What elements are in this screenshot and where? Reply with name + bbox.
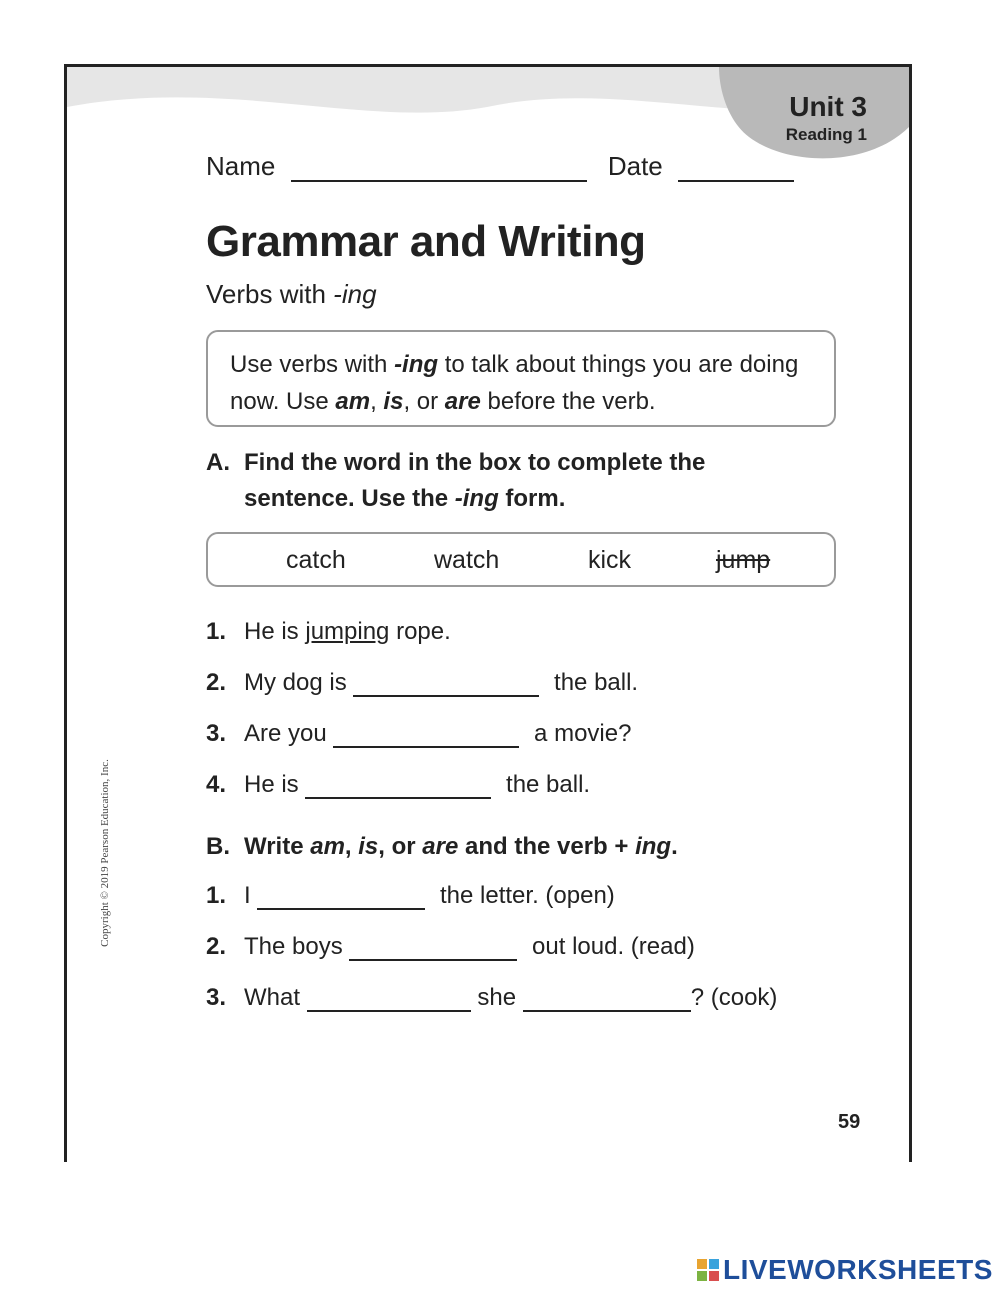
- liveworksheets-brand[interactable]: [697, 1254, 993, 1286]
- worksheet-page: [64, 64, 912, 1162]
- question-text: I: [244, 882, 258, 909]
- subtitle-text: Verbs with: [206, 279, 334, 309]
- question-number: 4.: [206, 771, 227, 798]
- name-label: Name: [206, 151, 276, 181]
- answer-blank[interactable]: [333, 724, 519, 748]
- section-b-ing: ing: [635, 833, 672, 860]
- rule-box: [206, 330, 836, 427]
- section-b-period: .: [671, 833, 678, 860]
- question-number: 3.: [206, 984, 227, 1011]
- section-a-letter: A.: [206, 449, 230, 476]
- page-title: Grammar and Writing: [206, 217, 646, 266]
- section-a-ing: -ing: [454, 485, 499, 512]
- subtitle-ing: -ing: [333, 279, 377, 309]
- answer-blank[interactable]: [349, 937, 517, 961]
- section-b-comma-2: , or: [378, 833, 423, 860]
- section-b-is: is: [358, 833, 379, 860]
- question-text-end: rope.: [389, 618, 451, 645]
- question-text: He is: [244, 771, 306, 798]
- question-text-end: the letter. (open): [433, 882, 615, 909]
- date-label: Date: [607, 151, 663, 181]
- question-number: 1.: [206, 618, 227, 645]
- question-text-end: ? (cook): [690, 984, 778, 1011]
- answer-blank[interactable]: [305, 775, 491, 799]
- word-jump: jump: [716, 546, 771, 574]
- question-text: My dog is: [244, 669, 354, 696]
- rule-text-3: before the verb.: [480, 388, 656, 415]
- answer-blank-2[interactable]: [523, 988, 691, 1012]
- section-a-line-2: sentence. Use the: [244, 485, 455, 512]
- example-answer: jumping: [305, 618, 390, 645]
- section-a-line-2-end: form.: [498, 485, 566, 512]
- question-b1: [206, 882, 615, 910]
- rule-comma-2: , or: [403, 388, 445, 415]
- rule-are: are: [444, 388, 481, 415]
- unit-number: Unit 3: [789, 91, 867, 122]
- question-text-end: out loud. (read): [525, 933, 695, 960]
- reading-number: Reading 1: [785, 125, 867, 144]
- question-text: What: [244, 984, 307, 1011]
- question-a2: [206, 669, 638, 697]
- question-text: He is: [244, 618, 306, 645]
- question-number: 1.: [206, 882, 227, 909]
- word-watch: watch: [434, 546, 500, 574]
- rule-ing: -ing: [394, 351, 439, 378]
- section-b-instructions: [206, 833, 678, 861]
- question-text-mid: she: [470, 984, 523, 1011]
- question-number: 2.: [206, 669, 227, 696]
- copyright-notice: Copyright © 2019 Pearson Education, Inc.: [98, 759, 111, 947]
- word-kick: kick: [588, 546, 632, 574]
- question-a4: [206, 771, 590, 799]
- answer-blank-1[interactable]: [307, 988, 471, 1012]
- word-catch: catch: [286, 546, 346, 574]
- section-a-instructions: [206, 445, 705, 517]
- question-a3: [206, 720, 631, 748]
- name-date-row: [206, 151, 794, 182]
- brand-logo-icon: [697, 1259, 719, 1281]
- name-field[interactable]: [291, 180, 587, 182]
- answer-blank[interactable]: [257, 886, 425, 910]
- question-a1: [206, 618, 451, 646]
- date-field[interactable]: [678, 180, 794, 182]
- section-b-are: are: [422, 833, 459, 860]
- question-text: Are you: [244, 720, 334, 747]
- section-a-line-1: Find the word in the box to complete the: [244, 449, 706, 476]
- question-b3: [206, 984, 777, 1012]
- section-b-text-mid: and the verb +: [458, 833, 636, 860]
- unit-label: [786, 91, 867, 145]
- word-box: [206, 532, 836, 587]
- section-b-letter: B.: [206, 833, 230, 860]
- section-b-comma-1: ,: [344, 833, 359, 860]
- brand-name: LIVEWORKSHEETS: [723, 1254, 993, 1285]
- rule-is: is: [383, 388, 404, 415]
- question-text: The boys: [244, 933, 350, 960]
- rule-text-1: Use verbs with: [230, 351, 395, 378]
- rule-am: am: [335, 388, 371, 415]
- question-text-end: the ball.: [547, 669, 639, 696]
- section-b-am: am: [310, 833, 345, 860]
- question-number: 2.: [206, 933, 227, 960]
- question-text-end: a movie?: [527, 720, 632, 747]
- question-text-end: the ball.: [499, 771, 591, 798]
- question-b2: [206, 933, 695, 961]
- rule-comma-1: ,: [370, 388, 384, 415]
- rule-text-2: to talk about things you are doing now. Use: [230, 351, 799, 415]
- question-number: 3.: [206, 720, 227, 747]
- page-subtitle: [206, 279, 377, 310]
- section-b-text: Write: [244, 833, 311, 860]
- page-number: 59: [838, 1111, 861, 1133]
- answer-blank[interactable]: [353, 673, 539, 697]
